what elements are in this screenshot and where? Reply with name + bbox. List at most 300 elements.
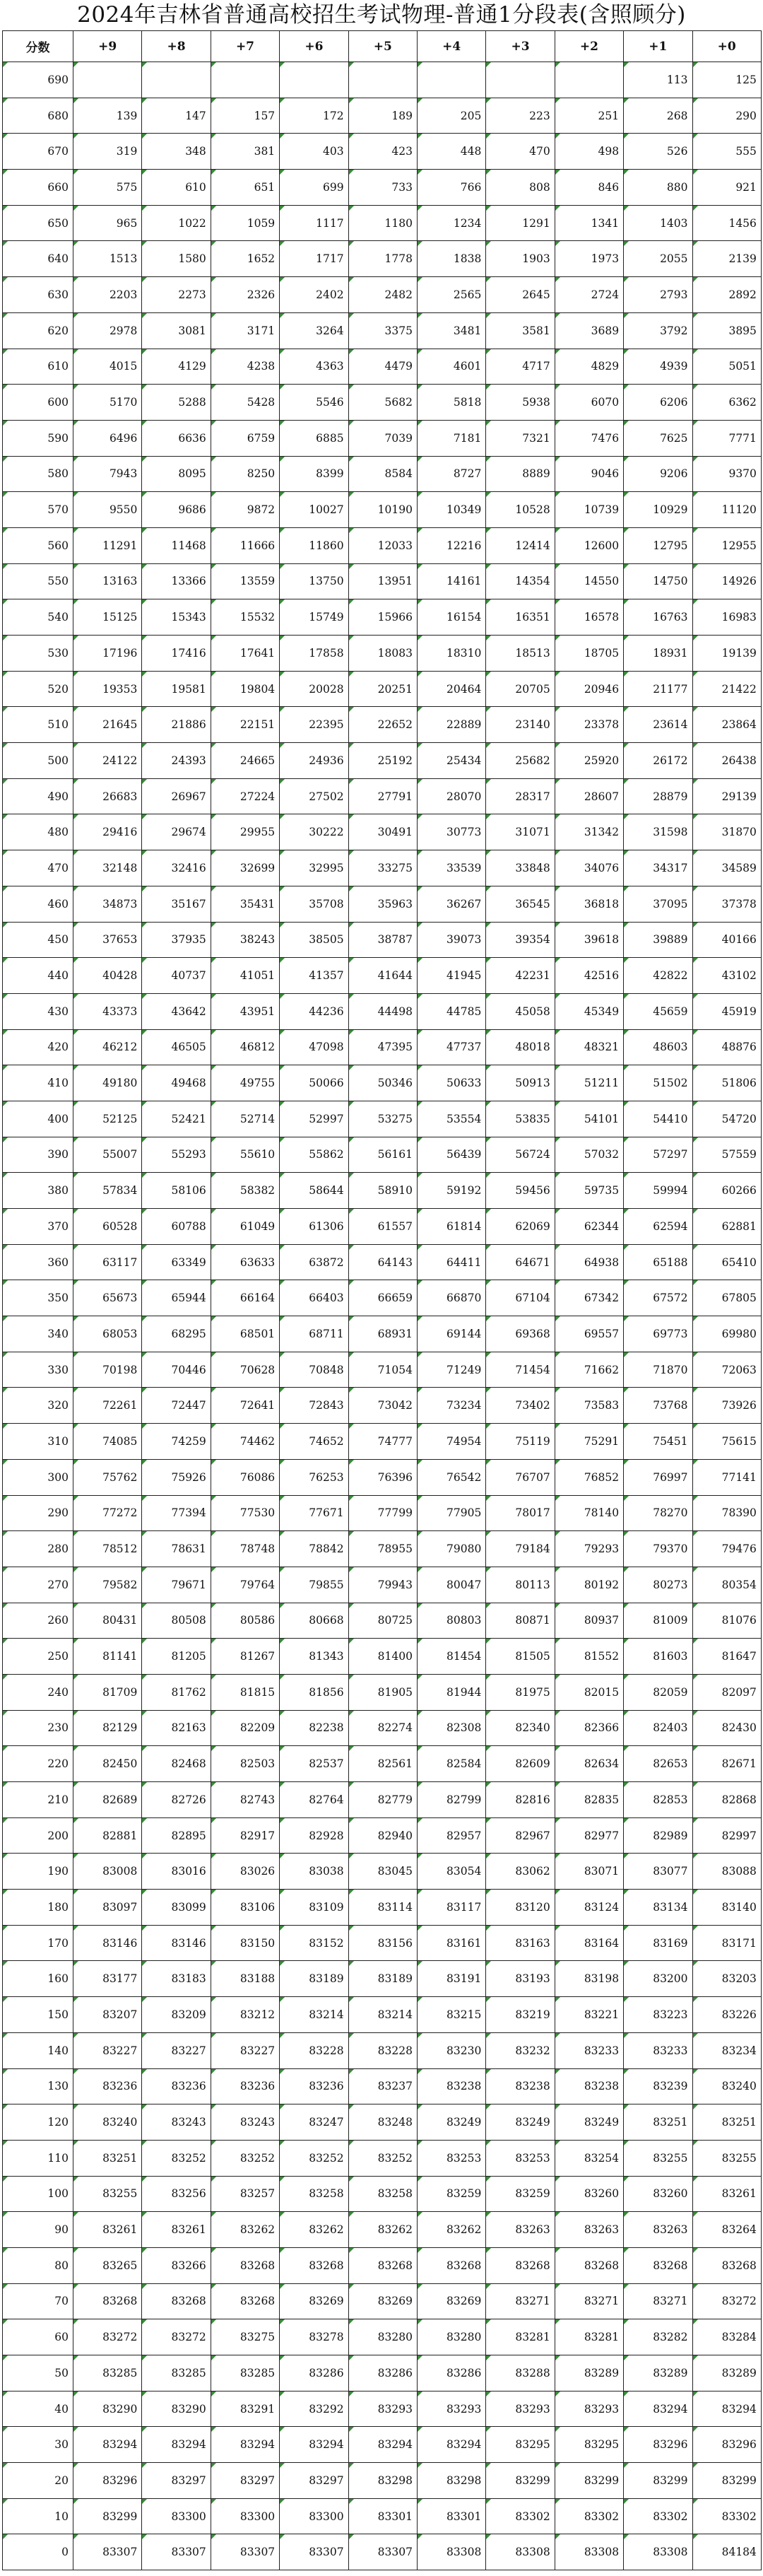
count-cell: 28607: [555, 778, 623, 814]
count-cell: 32995: [280, 850, 348, 886]
count-cell: 10190: [348, 492, 417, 528]
count-cell: 83171: [692, 1925, 761, 1961]
score-cell: 280: [3, 1531, 73, 1567]
count-cell: 83301: [417, 2498, 485, 2534]
count-cell: 251: [555, 98, 623, 134]
count-cell: 15125: [73, 599, 142, 636]
header-offset: +0: [692, 31, 761, 62]
count-cell: 81647: [692, 1639, 761, 1675]
count-cell: 83215: [417, 1997, 485, 2033]
score-cell: 90: [3, 2212, 73, 2248]
count-cell: 83294: [417, 2427, 485, 2463]
count-cell: 83253: [486, 2140, 555, 2176]
count-cell: 10739: [555, 492, 623, 528]
count-cell: 77530: [211, 1495, 279, 1531]
count-cell: 1778: [348, 241, 417, 277]
count-cell: 10528: [486, 492, 555, 528]
count-cell: 83300: [280, 2498, 348, 2534]
count-cell: 57834: [73, 1173, 142, 1209]
count-cell: 319: [73, 134, 142, 170]
count-cell: 78631: [142, 1531, 211, 1567]
count-cell: 83298: [417, 2463, 485, 2499]
count-cell: 83038: [280, 1854, 348, 1890]
table-row: [3, 599, 762, 636]
count-cell: 71054: [348, 1352, 417, 1388]
count-cell: 83296: [624, 2427, 692, 2463]
count-cell: 82816: [486, 1782, 555, 1818]
count-cell: 2565: [417, 277, 485, 313]
score-cell: 660: [3, 170, 73, 206]
count-cell: 72641: [211, 1388, 279, 1424]
count-cell: 79293: [555, 1531, 623, 1567]
count-cell: 83296: [73, 2463, 142, 2499]
count-cell: 74085: [73, 1424, 142, 1460]
count-cell: 10929: [624, 492, 692, 528]
table-row: [3, 1531, 762, 1567]
count-cell: 7771: [692, 420, 761, 456]
table-body: [3, 62, 762, 2570]
count-cell: 6362: [692, 385, 761, 421]
table-row: [3, 814, 762, 850]
count-cell: 55007: [73, 1137, 142, 1173]
count-cell: 83308: [486, 2534, 555, 2570]
count-cell: 80725: [348, 1603, 417, 1639]
count-cell: 83308: [417, 2534, 485, 2570]
count-cell: 3689: [555, 312, 623, 349]
count-cell: 82967: [486, 1817, 555, 1854]
count-cell: 13559: [211, 563, 279, 599]
table-row: [3, 707, 762, 743]
count-cell: 1652: [211, 241, 279, 277]
count-cell: 83261: [73, 2212, 142, 2248]
count-cell: 10349: [417, 492, 485, 528]
count-cell: 2402: [280, 277, 348, 313]
count-cell: 48876: [692, 1029, 761, 1065]
count-cell: 1341: [555, 205, 623, 241]
count-cell: 55610: [211, 1137, 279, 1173]
count-cell: 34589: [692, 850, 761, 886]
count-cell: 26438: [692, 743, 761, 779]
count-cell: 17641: [211, 636, 279, 672]
score-cell: 180: [3, 1890, 73, 1926]
count-cell: 64411: [417, 1244, 485, 1280]
count-cell: 5288: [142, 385, 211, 421]
count-cell: 82450: [73, 1746, 142, 1782]
score-cell: 260: [3, 1603, 73, 1639]
count-cell: 83299: [486, 2463, 555, 2499]
count-cell: 83054: [417, 1854, 485, 1890]
count-cell: 9550: [73, 492, 142, 528]
count-cell: 2273: [142, 277, 211, 313]
count-cell: 83249: [417, 2104, 485, 2141]
header-score: 分数: [3, 31, 73, 62]
count-cell: 83226: [692, 1997, 761, 2033]
score-cell: 130: [3, 2068, 73, 2104]
count-cell: 2482: [348, 277, 417, 313]
count-cell: 4015: [73, 349, 142, 385]
count-cell: 9370: [692, 456, 761, 492]
count-cell: 733: [348, 170, 417, 206]
count-cell: 27791: [348, 778, 417, 814]
count-cell: 35963: [348, 886, 417, 922]
count-cell: 2055: [624, 241, 692, 277]
score-cell: 200: [3, 1817, 73, 1854]
count-cell: 83307: [73, 2534, 142, 2570]
count-cell: 83263: [486, 2212, 555, 2248]
count-cell: 29139: [692, 778, 761, 814]
count-cell: 83275: [211, 2319, 279, 2355]
count-cell: 55293: [142, 1137, 211, 1173]
count-cell: 28879: [624, 778, 692, 814]
count-cell: 83240: [692, 2068, 761, 2104]
count-cell: 4363: [280, 349, 348, 385]
table-row: [3, 1854, 762, 1890]
count-cell: 31598: [624, 814, 692, 850]
count-cell: 83297: [280, 2463, 348, 2499]
score-cell: 30: [3, 2427, 73, 2463]
count-cell: 7181: [417, 420, 485, 456]
count-cell: 49180: [73, 1065, 142, 1101]
count-cell: 113: [624, 62, 692, 98]
table-row: [3, 886, 762, 922]
score-cell: 240: [3, 1674, 73, 1710]
count-cell: 83134: [624, 1890, 692, 1926]
count-cell: 23864: [692, 707, 761, 743]
score-cell: 340: [3, 1316, 73, 1352]
count-cell: 60528: [73, 1209, 142, 1245]
count-cell: 83278: [280, 2319, 348, 2355]
count-cell: 83188: [211, 1961, 279, 1997]
count-cell: 71870: [624, 1352, 692, 1388]
count-cell: 82609: [486, 1746, 555, 1782]
count-cell: 83285: [211, 2355, 279, 2391]
count-cell: 699: [280, 170, 348, 206]
count-cell: 38243: [211, 922, 279, 958]
count-cell: 83289: [555, 2355, 623, 2391]
count-cell: 63872: [280, 1244, 348, 1280]
count-cell: 83293: [417, 2391, 485, 2427]
count-cell: 83255: [73, 2176, 142, 2212]
count-cell: 83232: [486, 2032, 555, 2068]
count-cell: 82835: [555, 1782, 623, 1818]
score-cell: 320: [3, 1388, 73, 1424]
count-cell: 1580: [142, 241, 211, 277]
count-cell: 80668: [280, 1603, 348, 1639]
count-cell: 83207: [73, 1997, 142, 2033]
count-cell: 19581: [142, 671, 211, 707]
count-cell: 82799: [417, 1782, 485, 1818]
count-cell: 83252: [348, 2140, 417, 2176]
count-cell: 82671: [692, 1746, 761, 1782]
count-cell: 12600: [555, 527, 623, 563]
count-cell: 54410: [624, 1101, 692, 1137]
count-cell: 52997: [280, 1101, 348, 1137]
score-cell: 250: [3, 1639, 73, 1675]
table-row: [3, 2247, 762, 2283]
table-row: [3, 1459, 762, 1495]
count-cell: 68711: [280, 1316, 348, 1352]
count-cell: 47395: [348, 1029, 417, 1065]
count-cell: 147: [142, 98, 211, 134]
score-cell: 50: [3, 2355, 73, 2391]
count-cell: 80431: [73, 1603, 142, 1639]
table-row: [3, 456, 762, 492]
count-cell: 67104: [486, 1280, 555, 1316]
count-cell: 83271: [486, 2283, 555, 2319]
count-cell: 60788: [142, 1209, 211, 1245]
count-cell: 83164: [555, 1925, 623, 1961]
count-cell: 48321: [555, 1029, 623, 1065]
table-row: [3, 1603, 762, 1639]
header-offset: +3: [486, 31, 555, 62]
count-cell: 50346: [348, 1065, 417, 1101]
count-cell: 16983: [692, 599, 761, 636]
table-row: [3, 385, 762, 421]
count-cell: 83299: [555, 2463, 623, 2499]
table-row: [3, 2068, 762, 2104]
count-cell: 47098: [280, 1029, 348, 1065]
count-cell: 33275: [348, 850, 417, 886]
count-cell: 83203: [692, 1961, 761, 1997]
count-cell: 41357: [280, 958, 348, 994]
count-cell: 31870: [692, 814, 761, 850]
count-cell: 52714: [211, 1101, 279, 1137]
count-cell: 83262: [348, 2212, 417, 2248]
score-cell: 140: [3, 2032, 73, 2068]
table-row: [3, 62, 762, 98]
count-cell: 83169: [624, 1925, 692, 1961]
count-cell: 57297: [624, 1137, 692, 1173]
count-cell: 41051: [211, 958, 279, 994]
count-cell: 55862: [280, 1137, 348, 1173]
count-cell: 1513: [73, 241, 142, 277]
count-cell: 66870: [417, 1280, 485, 1316]
count-cell: 72063: [692, 1352, 761, 1388]
count-cell: 54720: [692, 1101, 761, 1137]
count-cell: 8250: [211, 456, 279, 492]
count-cell: 83302: [692, 2498, 761, 2534]
count-cell: 83146: [73, 1925, 142, 1961]
count-cell: 83272: [142, 2319, 211, 2355]
count-cell: 75451: [624, 1424, 692, 1460]
table-row: [3, 2283, 762, 2319]
table-row: [3, 1746, 762, 1782]
table-row: [3, 1817, 762, 1854]
count-cell: 1117: [280, 205, 348, 241]
count-cell: 23614: [624, 707, 692, 743]
count-cell: 78270: [624, 1495, 692, 1531]
count-cell: 82308: [417, 1710, 485, 1746]
score-cell: 640: [3, 241, 73, 277]
table-row: [3, 2463, 762, 2499]
count-cell: 83258: [348, 2176, 417, 2212]
count-cell: [142, 62, 211, 98]
count-cell: 2724: [555, 277, 623, 313]
count-cell: 1022: [142, 205, 211, 241]
table-row: [3, 1352, 762, 1388]
count-cell: 6636: [142, 420, 211, 456]
count-cell: 23140: [486, 707, 555, 743]
count-cell: 83117: [417, 1890, 485, 1926]
table-row: [3, 349, 762, 385]
count-cell: 83198: [555, 1961, 623, 1997]
count-cell: 58106: [142, 1173, 211, 1209]
count-cell: 34873: [73, 886, 142, 922]
count-cell: 80937: [555, 1603, 623, 1639]
count-cell: 83189: [280, 1961, 348, 1997]
table-row: [3, 1137, 762, 1173]
count-cell: 59192: [417, 1173, 485, 1209]
count-cell: 1291: [486, 205, 555, 241]
count-cell: 83266: [142, 2247, 211, 2283]
count-cell: 35167: [142, 886, 211, 922]
count-cell: 82015: [555, 1674, 623, 1710]
count-cell: 83259: [417, 2176, 485, 2212]
table-row: [3, 134, 762, 170]
table-row: [3, 492, 762, 528]
count-cell: 45349: [555, 993, 623, 1029]
count-cell: 4129: [142, 349, 211, 385]
count-cell: 83289: [624, 2355, 692, 2391]
count-cell: 73042: [348, 1388, 417, 1424]
score-cell: 290: [3, 1495, 73, 1531]
count-cell: 83286: [417, 2355, 485, 2391]
count-cell: 69980: [692, 1316, 761, 1352]
count-cell: 83177: [73, 1961, 142, 1997]
count-cell: 139: [73, 98, 142, 134]
count-cell: 8889: [486, 456, 555, 492]
count-cell: 11291: [73, 527, 142, 563]
table-row: [3, 563, 762, 599]
count-cell: 3895: [692, 312, 761, 349]
count-cell: 83238: [486, 2068, 555, 2104]
count-cell: 82129: [73, 1710, 142, 1746]
count-cell: 82743: [211, 1782, 279, 1818]
count-cell: 39073: [417, 922, 485, 958]
table-row: [3, 922, 762, 958]
count-cell: 2892: [692, 277, 761, 313]
count-cell: 83200: [624, 1961, 692, 1997]
score-cell: 370: [3, 1209, 73, 1245]
header-offset: +2: [555, 31, 623, 62]
page-title: 2024年吉林省普通高校招生考试物理-普通1分段表(含照顾分): [77, 2, 686, 28]
table-row: [3, 241, 762, 277]
count-cell: 81009: [624, 1603, 692, 1639]
count-cell: [417, 62, 485, 98]
count-cell: 76542: [417, 1459, 485, 1495]
count-cell: 37935: [142, 922, 211, 958]
count-cell: 83257: [211, 2176, 279, 2212]
count-cell: 36545: [486, 886, 555, 922]
count-cell: 12216: [417, 527, 485, 563]
header-offset: +1: [624, 31, 692, 62]
score-cell: 600: [3, 385, 73, 421]
count-cell: 83240: [73, 2104, 142, 2141]
count-cell: 3375: [348, 312, 417, 349]
count-cell: 83301: [348, 2498, 417, 2534]
count-cell: 20464: [417, 671, 485, 707]
count-cell: 83268: [280, 2247, 348, 2283]
count-cell: 58910: [348, 1173, 417, 1209]
count-cell: 32699: [211, 850, 279, 886]
table-row: [3, 2427, 762, 2463]
count-cell: 22889: [417, 707, 485, 743]
count-cell: 72843: [280, 1388, 348, 1424]
count-cell: 83308: [624, 2534, 692, 2570]
count-cell: 76707: [486, 1459, 555, 1495]
score-cell: 670: [3, 134, 73, 170]
count-cell: 83088: [692, 1854, 761, 1890]
count-cell: 21422: [692, 671, 761, 707]
score-cell: 550: [3, 563, 73, 599]
count-cell: 83297: [211, 2463, 279, 2499]
count-cell: 61049: [211, 1209, 279, 1245]
table-row: [3, 2104, 762, 2141]
count-cell: 67342: [555, 1280, 623, 1316]
count-cell: 51211: [555, 1065, 623, 1101]
score-cell: 620: [3, 312, 73, 349]
count-cell: 22395: [280, 707, 348, 743]
count-cell: 28070: [417, 778, 485, 814]
score-cell: 390: [3, 1137, 73, 1173]
table-row: [3, 1388, 762, 1424]
count-cell: 82366: [555, 1710, 623, 1746]
count-cell: 5938: [486, 385, 555, 421]
count-cell: 56439: [417, 1137, 485, 1173]
count-cell: 83214: [280, 1997, 348, 2033]
count-cell: 83268: [555, 2247, 623, 2283]
count-cell: 83302: [555, 2498, 623, 2534]
count-cell: 73402: [486, 1388, 555, 1424]
count-cell: 34317: [624, 850, 692, 886]
table-row: [3, 2140, 762, 2176]
count-cell: 3481: [417, 312, 485, 349]
count-cell: 56724: [486, 1137, 555, 1173]
count-cell: 4479: [348, 349, 417, 385]
count-cell: 31071: [486, 814, 555, 850]
count-cell: 82238: [280, 1710, 348, 1746]
count-cell: 45058: [486, 993, 555, 1029]
count-cell: 35431: [211, 886, 279, 922]
score-cell: 690: [3, 62, 73, 98]
count-cell: 31342: [555, 814, 623, 850]
count-cell: 37653: [73, 922, 142, 958]
count-cell: 1903: [486, 241, 555, 277]
count-cell: 157: [211, 98, 279, 134]
count-cell: 50633: [417, 1065, 485, 1101]
count-cell: 81505: [486, 1639, 555, 1675]
count-cell: 76396: [348, 1459, 417, 1495]
table-row: [3, 636, 762, 672]
count-cell: 83268: [142, 2283, 211, 2319]
count-cell: 7476: [555, 420, 623, 456]
table-row: [3, 850, 762, 886]
count-cell: 77272: [73, 1495, 142, 1531]
count-cell: 64143: [348, 1244, 417, 1280]
count-cell: 24122: [73, 743, 142, 779]
count-cell: 172: [280, 98, 348, 134]
count-cell: 68931: [348, 1316, 417, 1352]
count-cell: [348, 62, 417, 98]
count-cell: 70848: [280, 1352, 348, 1388]
count-cell: 83265: [73, 2247, 142, 2283]
count-cell: 15749: [280, 599, 348, 636]
count-cell: 82537: [280, 1746, 348, 1782]
count-cell: 81205: [142, 1639, 211, 1675]
count-cell: 83071: [555, 1854, 623, 1890]
table-row: [3, 527, 762, 563]
count-cell: 17196: [73, 636, 142, 672]
